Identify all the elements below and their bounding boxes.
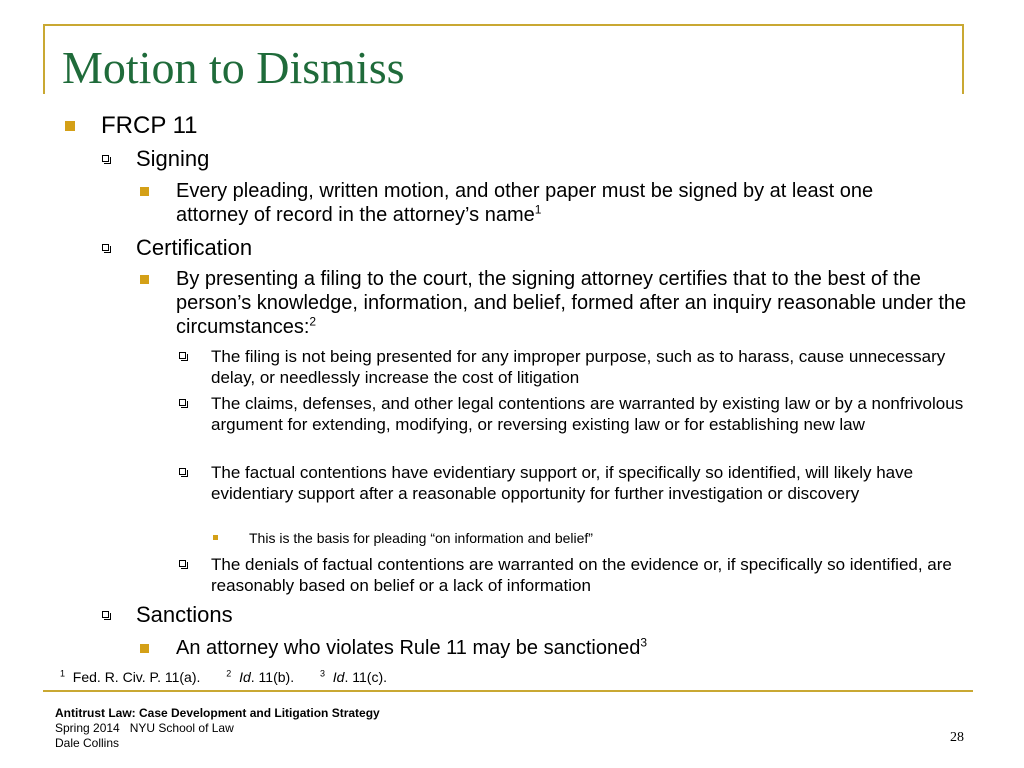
author-name: Dale Collins	[55, 736, 120, 750]
hollow-square-bullet-icon	[102, 244, 110, 252]
bullet-text: The claims, defenses, and other legal contentions are warranted by existing law or by a nonfrivolous argument for extending, modifying, or reversing existing law or for establishing new law	[211, 394, 964, 434]
hollow-square-bullet-icon	[179, 560, 187, 568]
footnote-3: $^3$ Id. 11(c).	[319, 668, 387, 685]
footnote-2: $^2$ Id. 11(b).	[226, 668, 295, 685]
bullet-text: The denials of factual contentions are warranted on the evidence or, if specifically so identified, are reasonably based on belief or a lack of information	[211, 555, 952, 595]
bullet-text: Every pleading, written motion, and other paper must be signed by at least one attorney of record in the attorney’s name$^1$	[176, 180, 874, 226]
bullet-text: An attorney who violates Rule 11 may be sanctioned$^3$	[176, 635, 648, 659]
page-number: 28	[950, 730, 964, 745]
bullet-text: FRCP 11	[101, 112, 198, 139]
bullet-signing-text	[140, 179, 940, 227]
bullet-signing	[102, 146, 209, 172]
frame-top-line	[43, 24, 964, 26]
hollow-square-bullet-icon	[179, 399, 187, 407]
bullet-frcp	[65, 112, 197, 140]
footnote-1: $^1$ Fed. R. Civ. P. 11(a).	[60, 668, 201, 685]
term-school: Spring 2014 NYU School of Law	[55, 721, 234, 735]
bullet-cert-text	[140, 267, 970, 339]
square-bullet-icon	[140, 644, 149, 653]
bullet-cert-b	[179, 393, 969, 435]
footnotes	[60, 668, 409, 686]
bullet-sanctions	[102, 602, 233, 628]
bullet-text: Sanctions	[136, 602, 233, 627]
bullet-text: The filing is not being presented for any improper purpose, such as to harass, cause unnecessary delay, or needlessly increase the cost of litigation	[211, 347, 946, 387]
frame-right-line	[962, 24, 964, 94]
bullet-cert-d	[179, 554, 969, 596]
hollow-square-bullet-icon	[179, 468, 187, 476]
slide-footer	[55, 706, 380, 751]
bullet-text: Signing	[136, 146, 210, 171]
small-square-bullet-icon	[213, 535, 218, 540]
course-name: Antitrust Law: Case Development and Litigation Strategy	[55, 706, 380, 720]
bullet-cert-c	[179, 462, 969, 504]
bullet-sanctions-text	[140, 636, 647, 660]
bullet-text: This is the basis for pleading “on information and belief”	[249, 530, 593, 546]
hollow-square-bullet-icon	[102, 155, 110, 163]
slide-title: Motion to Dismiss	[62, 42, 405, 93]
bullet-cert-c-sub	[213, 529, 593, 547]
footer-divider	[43, 690, 973, 692]
bullet-certification	[102, 235, 252, 261]
square-bullet-icon	[140, 187, 149, 196]
bullet-text: Certification	[136, 235, 253, 260]
hollow-square-bullet-icon	[179, 352, 187, 360]
bullet-text: By presenting a filing to the court, the signing attorney certifies that to the best of the person’s knowledge, information, and belief, formed after an inquiry reasonable under the circumstances:$^2$	[176, 268, 967, 338]
hollow-square-bullet-icon	[102, 611, 110, 619]
square-bullet-icon	[65, 121, 75, 131]
square-bullet-icon	[140, 275, 149, 284]
bullet-text: The factual contentions have evidentiary support or, if specifically so identified, will likely have evidentiary support after a reasonable opportunity for further investigation or discovery	[211, 463, 914, 503]
frame-left-line	[43, 24, 45, 94]
bullet-cert-a	[179, 346, 969, 388]
